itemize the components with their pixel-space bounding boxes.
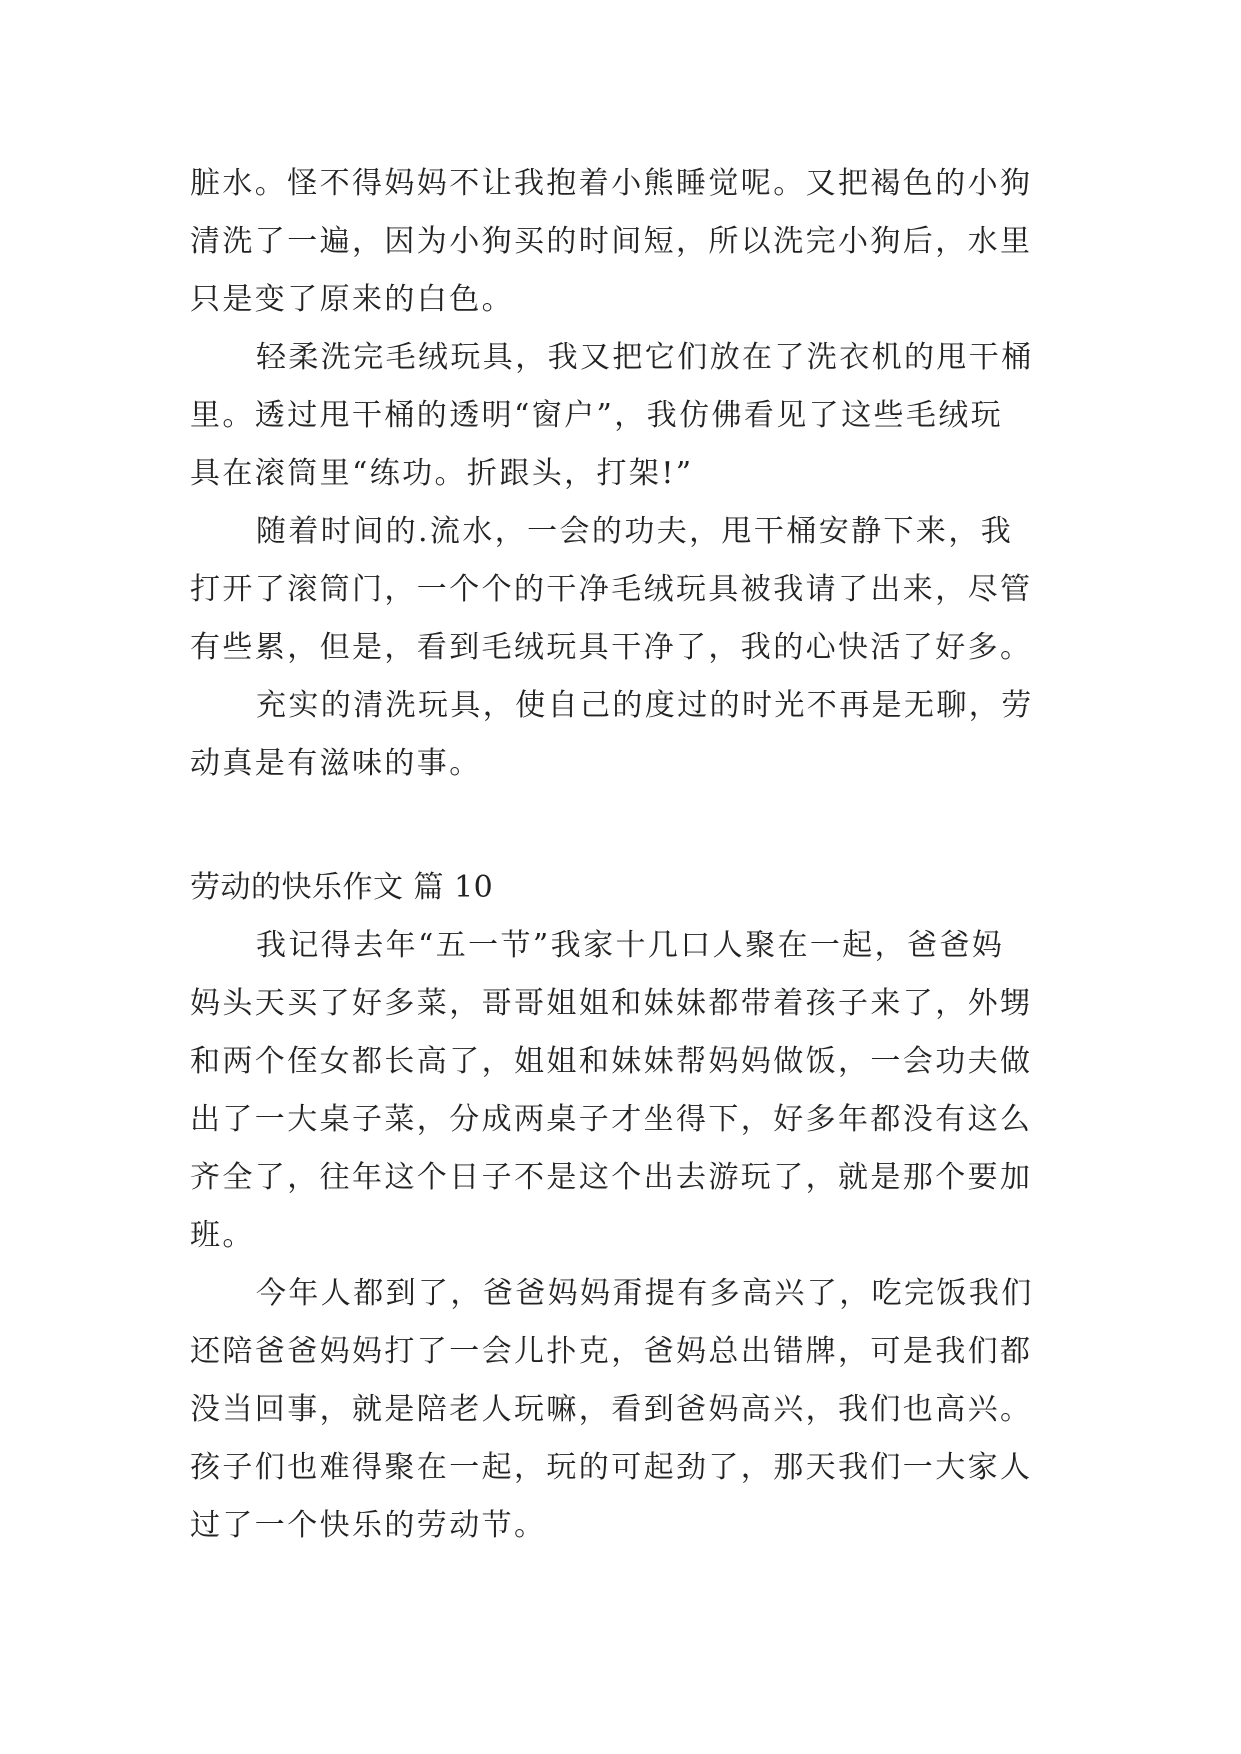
text-line: 孩子们也难得聚在一起，玩的可起劲了，那天我们一大家人: [190, 1450, 1033, 1485]
text-line: 动真是有滋味的事。: [190, 746, 482, 781]
text-line: 具在滚筒里“练功。折跟头，打架!”: [190, 456, 694, 491]
text-line: 有些累，但是，看到毛绒玩具干净了，我的心快活了好多。: [190, 630, 1033, 665]
text-line: 妈头天买了好多菜，哥哥姐姐和妹妹都带着孩子来了，外甥: [190, 986, 1033, 1021]
text-line: 和两个侄女都长高了，姐姐和妹妹帮妈妈做饭，一会功夫做: [190, 1044, 1033, 1079]
text-line: 今年人都到了，爸爸妈妈甭提有多高兴了，吃完饭我们: [256, 1276, 1034, 1311]
text-line: 我记得去年“五一节”我家十几口人聚在一起，爸爸妈: [256, 928, 1005, 963]
text-line: 随着时间的.流水，一会的功夫，甩干桶安静下来，我: [256, 514, 1014, 549]
text-line: 没当回事，就是陪老人玩嘛，看到爸妈高兴，我们也高兴。: [190, 1392, 1033, 1427]
text-line: 班。: [190, 1218, 255, 1253]
text-line: 里。透过甩干桶的透明“窗户”，我仿佛看见了这些毛绒玩: [190, 398, 1004, 433]
text-line: 轻柔洗完毛绒玩具，我又把它们放在了洗衣机的甩干桶: [256, 340, 1034, 375]
text-line: 还陪爸爸妈妈打了一会儿扑克，爸妈总出错牌，可是我们都: [190, 1334, 1033, 1369]
text-line: 脏水。怪不得妈妈不让我抱着小熊睡觉呢。又把褐色的小狗: [190, 166, 1033, 201]
text-line: 过了一个快乐的劳动节。: [190, 1508, 547, 1543]
text-line: 清洗了一遍，因为小狗买的时间短，所以洗完小狗后，水里: [190, 224, 1033, 259]
section-heading: 劳动的快乐作文 篇 10: [190, 870, 494, 905]
text-line: 打开了滚筒门，一个个的干净毛绒玩具被我请了出来，尽管: [190, 572, 1033, 607]
text-line: 出了一大桌子菜，分成两桌子才坐得下，好多年都没有这么: [190, 1102, 1033, 1137]
text-line: 齐全了，往年这个日子不是这个出去游玩了，就是那个要加: [190, 1160, 1033, 1195]
text-line: 只是变了原来的白色。: [190, 282, 514, 317]
text-line: 充实的清洗玩具，使自己的度过的时光不再是无聊，劳: [256, 688, 1034, 723]
